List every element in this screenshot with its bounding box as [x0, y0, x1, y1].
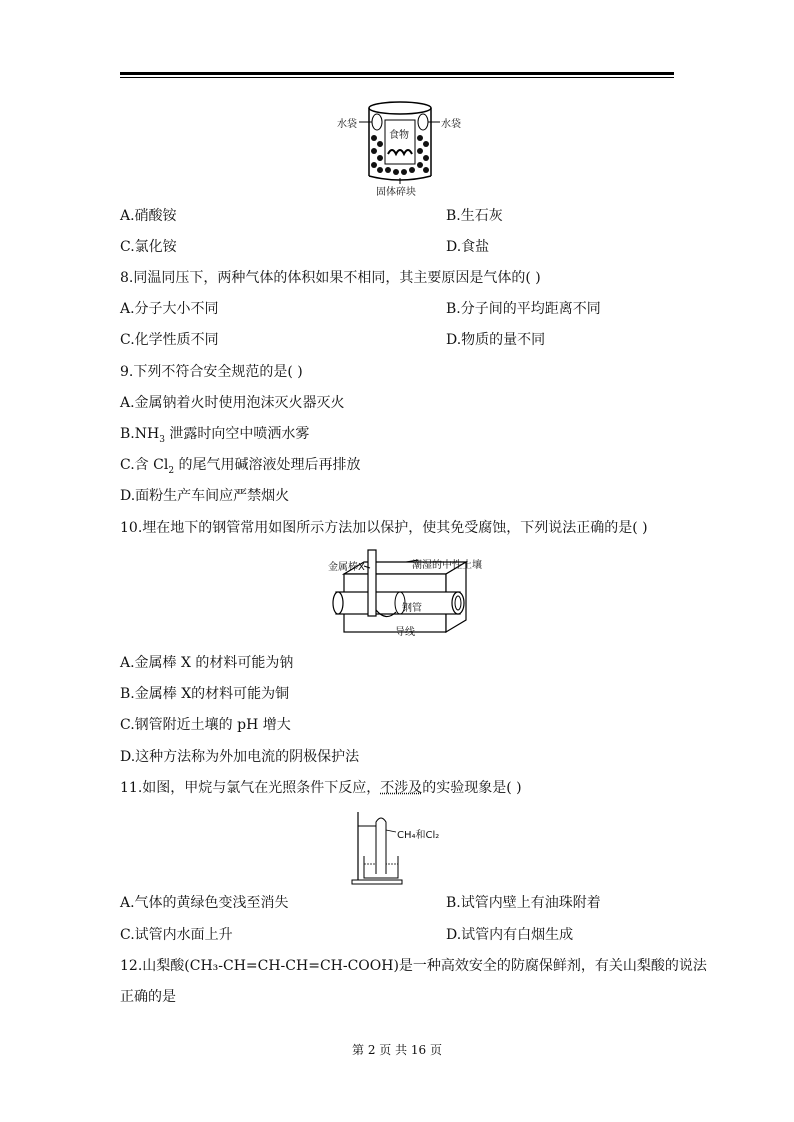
header-rule-thin: [120, 77, 674, 78]
figure3-label: CH₄和Cl₂: [397, 830, 440, 841]
q9-option-a: A.金属钠着火时使用泡沫灭火器灭火: [120, 395, 345, 411]
figure2-label-soil: 潮湿的中性土壤: [412, 560, 482, 571]
q9-option-c: C.含 $Cl_2$ 的尾气用碱溶液处理后再排放: [120, 457, 361, 476]
q8-stem: 8.同温同压下，两种气体的体积如果不相同，其主要原因是气体的( ): [120, 270, 541, 286]
q11-emphasis: 不涉及: [380, 780, 423, 796]
q10-option-d: D.这种方法称为外加电流的阴极保护法: [120, 749, 360, 765]
figure2-label-pipe: 钢管: [402, 603, 422, 614]
q7-option-b: B.生石灰: [446, 208, 503, 224]
q11-stem: 11.如图，甲烷与氯气在光照条件下反应，不涉及的实验现象是( ): [120, 780, 522, 796]
q8-option-a: A.分子大小不同: [120, 301, 219, 317]
q8-option-b: B.分子间的平均距离不同: [446, 301, 601, 317]
q9-option-b: $B.NH_3$ 泄露时向空中喷洒水雾: [120, 426, 310, 445]
q7-option-c: C.氯化铵: [120, 239, 177, 255]
q12-stem-line2: 正确的是: [120, 989, 176, 1005]
figure1-label-left: 水袋: [337, 119, 357, 130]
q11-option-a: A.气体的黄绿色变浅至消失: [120, 895, 289, 911]
q11-option-d: D.试管内有白烟生成: [446, 927, 574, 943]
q11-option-b: B.试管内壁上有油珠附着: [446, 895, 601, 911]
q11-option-c: C.试管内水面上升: [120, 927, 233, 943]
figure1-label-bottom: 固体碎块: [376, 187, 416, 198]
q9-stem: 9.下列不符合安全规范的是( ): [120, 364, 303, 380]
figure1-label-right: 水袋: [441, 119, 461, 130]
q8-option-d: D.物质的量不同: [446, 332, 546, 348]
q7-option-d: D.食盐: [446, 239, 490, 255]
figure2-label-wire: 导线: [395, 627, 415, 638]
q10-stem: 10.埋在地下的钢管常用如图所示方法加以保护，使其免受腐蚀，下列说法正确的是( ): [120, 520, 648, 536]
q7-option-a: A.硝酸铵: [120, 208, 177, 224]
q10-option-a: A.金属棒 X 的材料可能为钠: [120, 655, 294, 671]
q12-stem-line1: 12.山梨酸(CH₃-CH=CH-CH=CH-COOH)是一种高效安全的防腐保鲜剂，有关山梨酸的说法: [120, 958, 707, 974]
q9-option-d: D.面粉生产车间应严禁烟火: [120, 488, 290, 504]
header-rule-thick: [120, 72, 674, 75]
figure-methane-chlorine: [350, 808, 450, 886]
q10-option-b: B.金属棒 X的材料可能为铜: [120, 686, 290, 702]
figure1-label-center: 食物: [389, 130, 409, 141]
figure-food-container: [330, 98, 470, 196]
figure2-label-rod: 金属棒X: [328, 562, 365, 573]
q8-option-c: C.化学性质不同: [120, 332, 219, 348]
q10-option-c: C.钢管附近土壤的 pH 增大: [120, 717, 291, 733]
page-footer: 第 2 页 共 16 页: [352, 1043, 442, 1057]
